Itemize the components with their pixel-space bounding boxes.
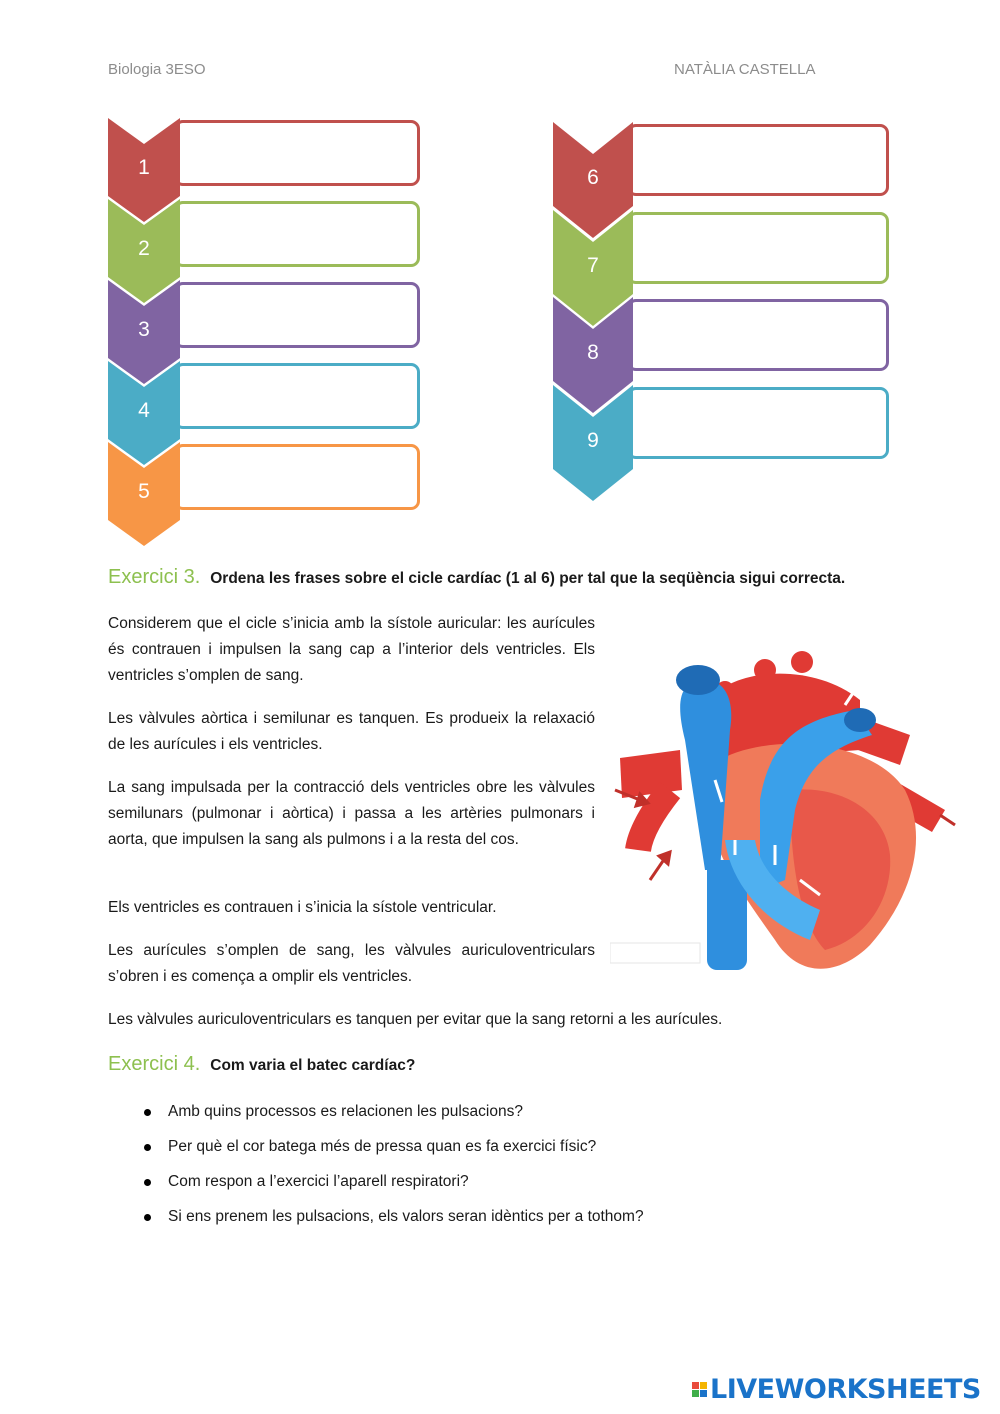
- step-1-number: 1: [138, 156, 150, 179]
- sentence-3[interactable]: La sang impulsada per la contracció dels ventricles obre les vàlvules semilunars (pulmonar i aòrtica) i passa a les artèries pulmonars i aorta, que impulsen la sang als pulmons i a la resta del cos.: [108, 779, 595, 848]
- step-2-answer-box[interactable]: [174, 201, 420, 267]
- step-5-answer-box[interactable]: [174, 444, 420, 510]
- question-item: Amb quins processos es relacionen les pulsacions?: [108, 1098, 644, 1133]
- sentence-5[interactable]: Les aurícules s’omplen de sang, les vàlvules auriculoventriculars s’obren i es comença a omplir els ventricles.: [108, 942, 595, 985]
- exercise-4-heading: [108, 1053, 415, 1076]
- step-4-answer-box[interactable]: [174, 363, 420, 429]
- question-item: Per què el cor batega més de pressa quan es fa exercici físic?: [108, 1133, 644, 1168]
- exercise-4-questions: [108, 1098, 644, 1238]
- step-7-number: 7: [587, 253, 599, 277]
- step-3-number: 3: [138, 318, 150, 341]
- step-5-number: 5: [138, 480, 150, 503]
- step-8-number: 8: [587, 341, 599, 364]
- logo-wordmark: LIVEWORKSHEETS: [710, 1374, 981, 1405]
- liveworksheets-logo: [692, 1374, 981, 1405]
- heart-diagram-image: [610, 640, 965, 985]
- question-item: Com respon a l’exercici l’aparell respiratori?: [108, 1168, 644, 1203]
- exercise-4-question: Com varia el batec cardíac?: [210, 1057, 416, 1074]
- step-8-answer-box[interactable]: [627, 299, 889, 371]
- step-7-answer-box[interactable]: [627, 212, 889, 284]
- step-1-answer-box[interactable]: [174, 120, 420, 186]
- header-subject: Biologia 3ESO: [108, 61, 206, 78]
- step-9-answer-box[interactable]: [627, 387, 889, 459]
- sentence-6[interactable]: Les vàlvules auriculoventriculars es tanquen per evitar que la sang retorni a les aurícules.: [108, 1011, 723, 1028]
- exercise-3-label: Exercici 3.: [108, 566, 201, 588]
- sentence-4[interactable]: Els ventricles es contrauen i s’inicia la sístole ventricular.: [108, 899, 497, 916]
- exercise-3-instruction: Ordena les frases sobre el cicle cardíac (1 al 6) per tal que la seqüència sigui correcta.: [210, 570, 846, 587]
- question-item: Si ens prenem les pulsacions, els valors seran idèntics per a tothom?: [108, 1203, 644, 1238]
- step-9-number: 9: [587, 428, 599, 452]
- step-4-number: 4: [138, 399, 150, 422]
- sentence-1[interactable]: Considerem que el cicle s’inicia amb la sístole auricular: les aurícules és contrauen i impulsen la sang cap a l’interior dels ventricles. Els ventricles s’omplen de sang.: [108, 615, 595, 684]
- step-3-answer-box[interactable]: [174, 282, 420, 348]
- step-6-answer-box[interactable]: [627, 124, 889, 196]
- sentence-2[interactable]: Les vàlvules aòrtica i semilunar es tanquen. Es produeix la relaxació de les aurícules i els ventricles.: [108, 710, 595, 753]
- exercise-4-label: Exercici 4.: [108, 1053, 201, 1075]
- header-author: NATÀLIA CASTELLA: [674, 61, 816, 78]
- logo-mark-icon: [692, 1382, 707, 1397]
- step-2-number: 2: [138, 237, 150, 260]
- step-6-number: 6: [587, 166, 599, 189]
- exercise-3-heading: [108, 566, 845, 589]
